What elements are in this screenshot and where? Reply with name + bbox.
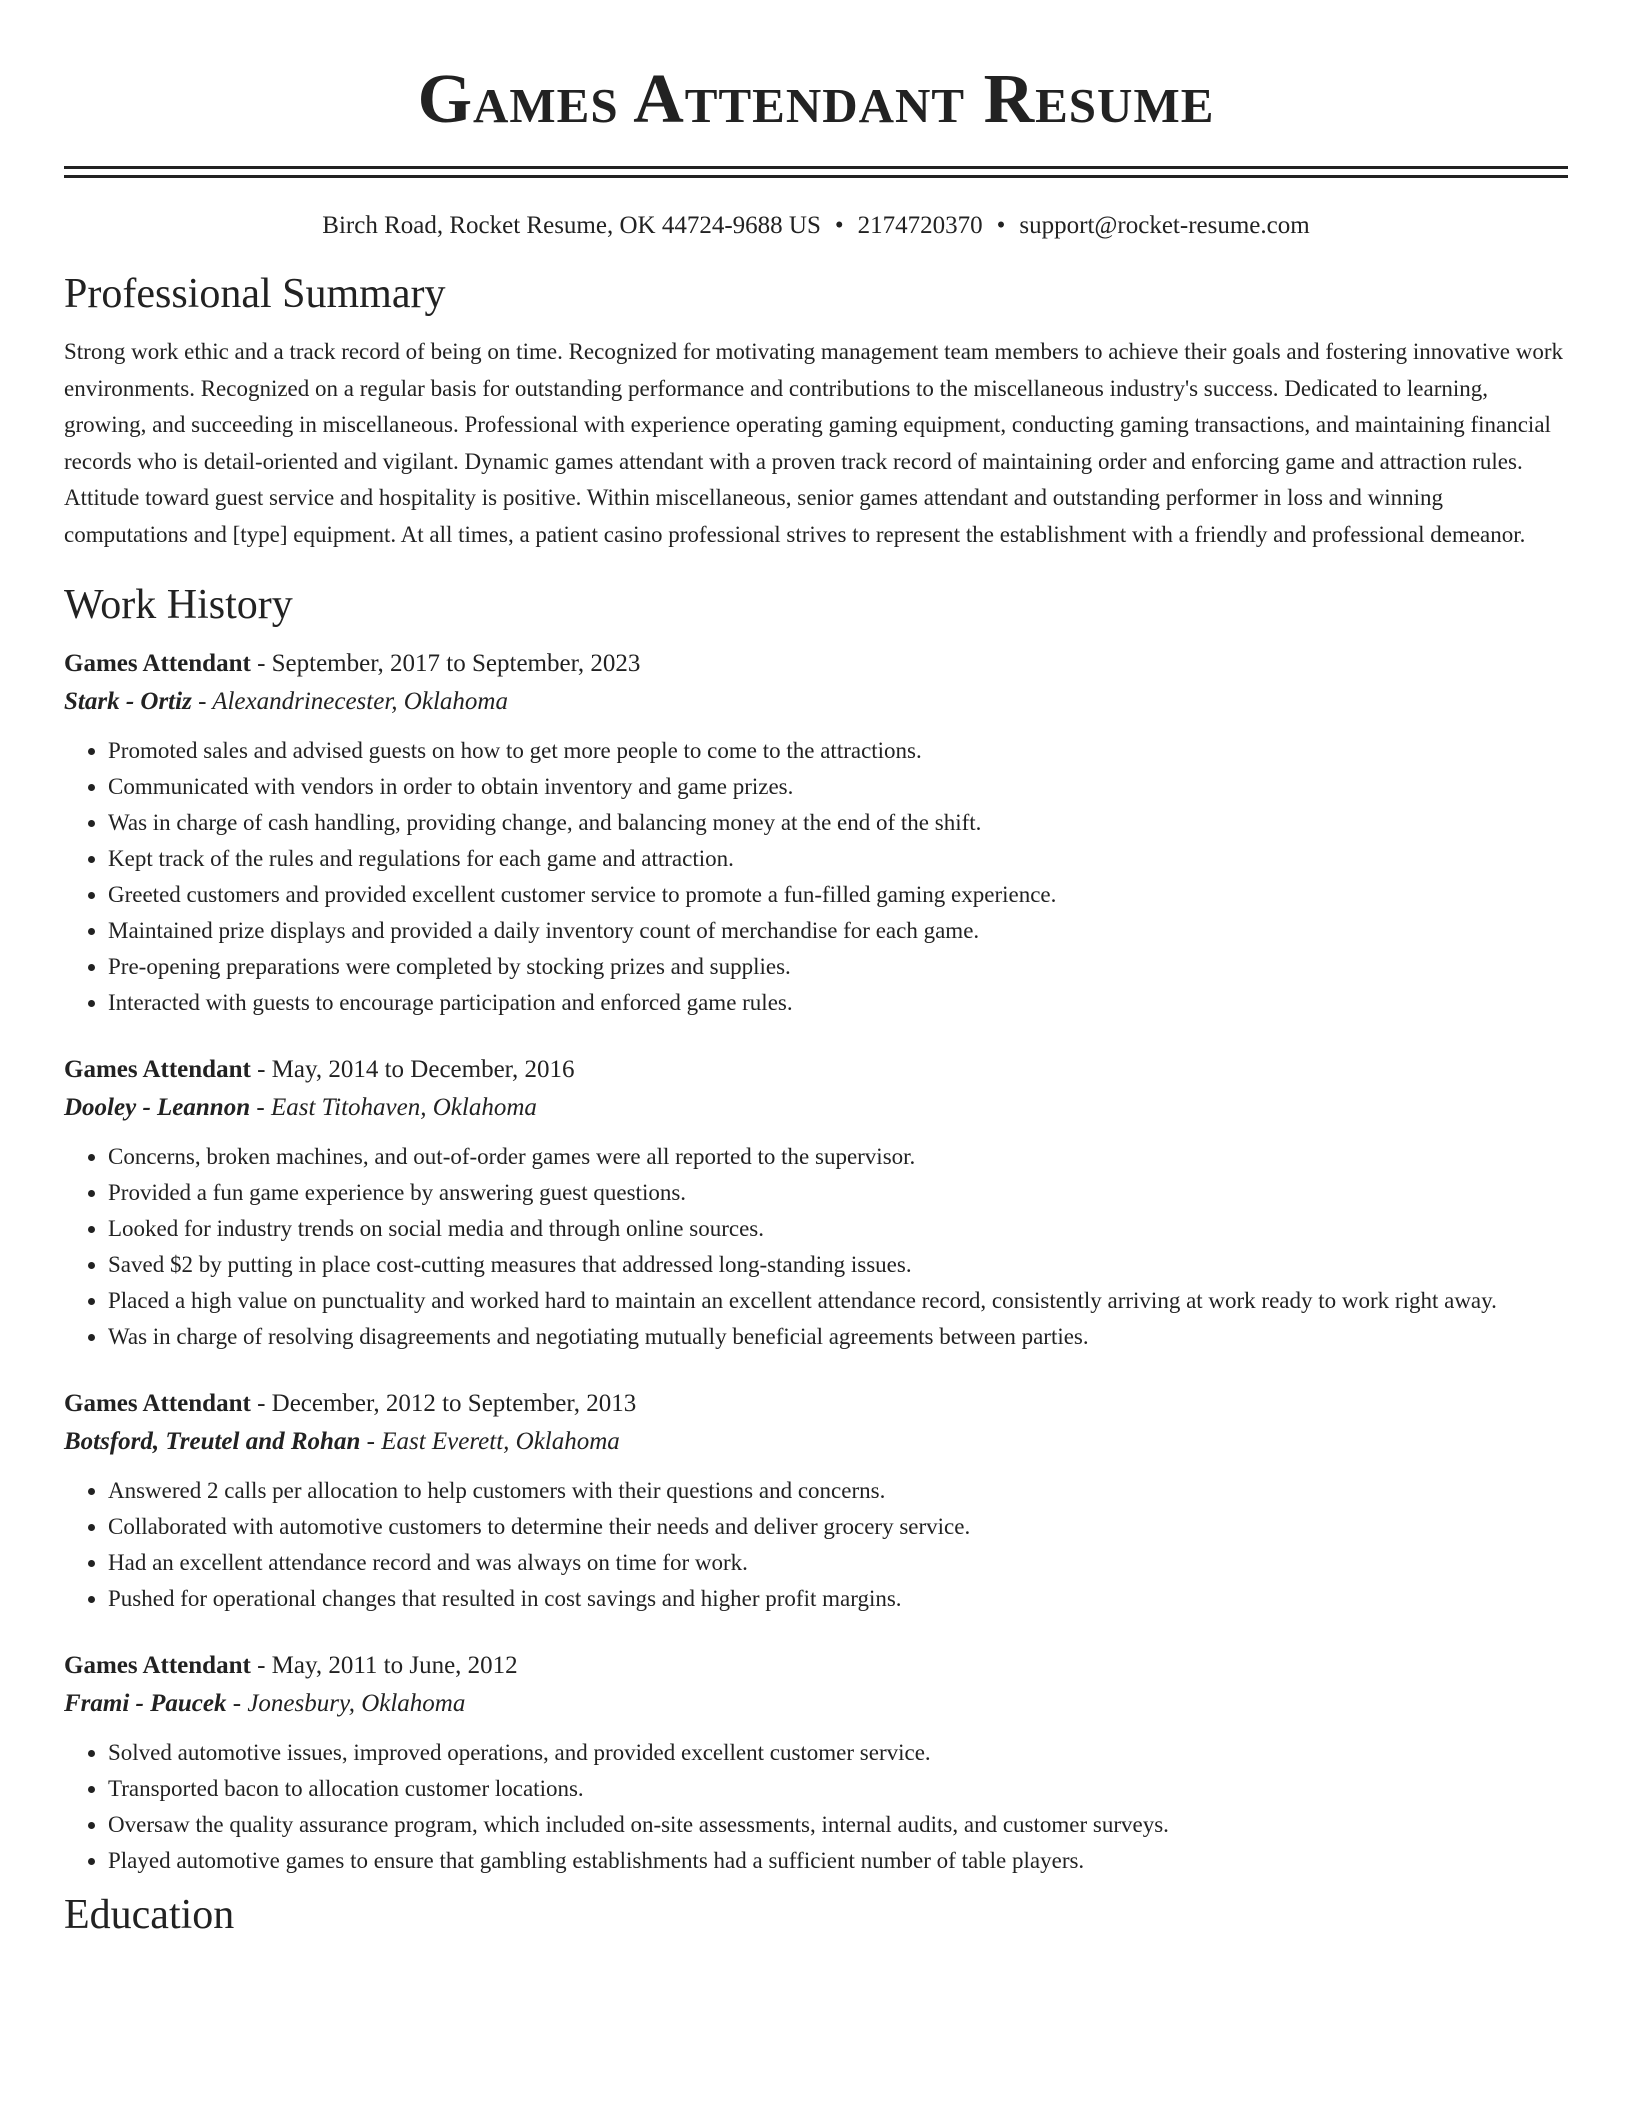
job-entry [64,1647,1568,1879]
job-title-line [64,1385,1568,1423]
job-company-line [64,683,1568,721]
title-divider-bottom [64,175,1568,178]
title-divider-top [64,166,1568,169]
job-dash: - [250,1094,271,1121]
job-company-line [64,1423,1568,1461]
job-location: East Everett, Oklahoma [381,1428,620,1455]
job-company-line [64,1685,1568,1723]
job-duty: • Greeted customers and provided excellent customer service to promote a fun-filled gaming experience. [108,877,1568,913]
summary-heading: Professional Summary [64,271,446,317]
job-dash: - [191,688,213,715]
job-company: Frami - Paucek [64,1690,227,1717]
job-duties-list [64,1139,1568,1355]
page-title: Games Attendant Resume [417,61,1215,138]
contact-line [64,210,1568,242]
job-duty: • Was in charge of cash handling, providing change, and balancing money at the end of the shift. [108,805,1568,841]
job-dates: December, 2012 to September, 2013 [271,1390,637,1417]
job-location: Jonesbury, Oklahoma [247,1690,466,1717]
job-title: Games Attendant [64,1652,251,1679]
job-location: East Titohaven, Oklahoma [270,1094,537,1121]
job-dash: - [226,1690,248,1717]
job-duty: • Placed a high value on punctuality and worked hard to maintain an excellent attendance record, consistently arriving at work ready to work right away. [108,1283,1568,1319]
contact-email: support@rocket-resume.com [1019,212,1310,239]
job-location: Alexandrinecester, Oklahoma [212,688,508,715]
work-history-list [64,645,1568,1879]
job-title: Games Attendant [64,1390,251,1417]
job-duty: • Promoted sales and advised guests on how to get more people to come to the attractions. [108,733,1568,769]
job-title-line [64,1647,1568,1685]
job-duty: • Provided a fun game experience by answering guest questions. [108,1175,1568,1211]
job-duty: • Looked for industry trends on social media and through online sources. [108,1211,1568,1247]
job-duty: • Saved $2 by putting in place cost-cutting measures that addressed long-standing issues. [108,1247,1568,1283]
job-duties-list [64,1735,1568,1879]
job-title: Games Attendant [64,650,251,677]
contact-address: Birch Road, Rocket Resume, OK 44724-9688 US [322,212,821,239]
job-title-line [64,645,1568,683]
contact-separator: • [834,212,844,239]
job-duty: • Oversaw the quality assurance program, which included on-site assessments, internal audits, and customer surveys. [108,1807,1568,1843]
job-duty: • Pushed for operational changes that resulted in cost savings and higher profit margins. [108,1581,1568,1617]
job-duty: • Had an excellent attendance record and was always on time for work. [108,1545,1568,1581]
job-entry [64,1385,1568,1617]
job-title-line [64,1051,1568,1089]
job-duty: • Pre-opening preparations were completed by stocking prizes and supplies. [108,949,1568,985]
job-company: Stark - Ortiz [64,688,192,715]
job-company: Dooley - Leannon [64,1094,251,1121]
work-history-heading: Work History [64,582,293,628]
job-duty: • Concerns, broken machines, and out-of-order games were all reported to the supervisor. [108,1139,1568,1175]
job-title: Games Attendant [64,1056,251,1083]
job-duty: • Communicated with vendors in order to obtain inventory and game prizes. [108,769,1568,805]
job-dates: September, 2017 to September, 2023 [271,650,641,677]
job-entry [64,645,1568,1021]
job-duty: • Interacted with guests to encourage participation and enforced game rules. [108,985,1568,1021]
job-dates: May, 2011 to June, 2012 [271,1652,518,1679]
job-dash: - [250,1390,272,1417]
job-dash: - [250,1056,272,1083]
job-duty: • Solved automotive issues, improved operations, and provided excellent customer service. [108,1735,1568,1771]
job-duties-list [64,1473,1568,1617]
job-duty: • Kept track of the rules and regulations for each game and attraction. [108,841,1568,877]
contact-phone: 2174720370 [857,212,983,239]
job-duty: • Transported bacon to allocation customer locations. [108,1771,1568,1807]
contact-separator: • [996,212,1006,239]
job-dash: - [360,1428,382,1455]
job-dates: May, 2014 to December, 2016 [271,1056,575,1083]
job-duty: • Played automotive games to ensure that gambling establishments had a sufficient number of table players. [108,1843,1568,1879]
education-heading: Education [64,1892,235,1938]
job-duty: • Maintained prize displays and provided a daily inventory count of merchandise for each game. [108,913,1568,949]
job-dash: - [250,650,272,677]
job-duties-list [64,733,1568,1021]
job-company-line [64,1089,1568,1127]
summary-text: Strong work ethic and a track record of being on time. Recognized for motivating management team members to achieve their goals and fostering innovative work environments. Recognized on a regular basis for outstanding performance and contributions to the miscellaneous industry's success. Dedicated to learning, growing, and succeeding in miscellaneous. Professional with experience operating gaming equipment, conducting gaming transactions, and maintaining financial records who is detail-oriented and vigilant. Dynamic games attendant with a proven track record of maintaining order and enforcing game and attraction rules. Attitude toward guest service and hospitality is positive. Within miscellaneous, senior games attendant and outstanding performer in loss and winning computations and [type] equipment. At all times, a patient casino professional strives to represent the establishment with a friendly and professional demeanor. [64,339,1563,547]
job-duty: • Collaborated with automotive customers to determine their needs and deliver grocery service. [108,1509,1568,1545]
job-dash: - [250,1652,272,1679]
job-duty: • Answered 2 calls per allocation to help customers with their questions and concerns. [108,1473,1568,1509]
job-duty: • Was in charge of resolving disagreements and negotiating mutually beneficial agreements between parties. [108,1319,1568,1355]
job-entry [64,1051,1568,1355]
job-company: Botsford, Treutel and Rohan [64,1428,361,1455]
